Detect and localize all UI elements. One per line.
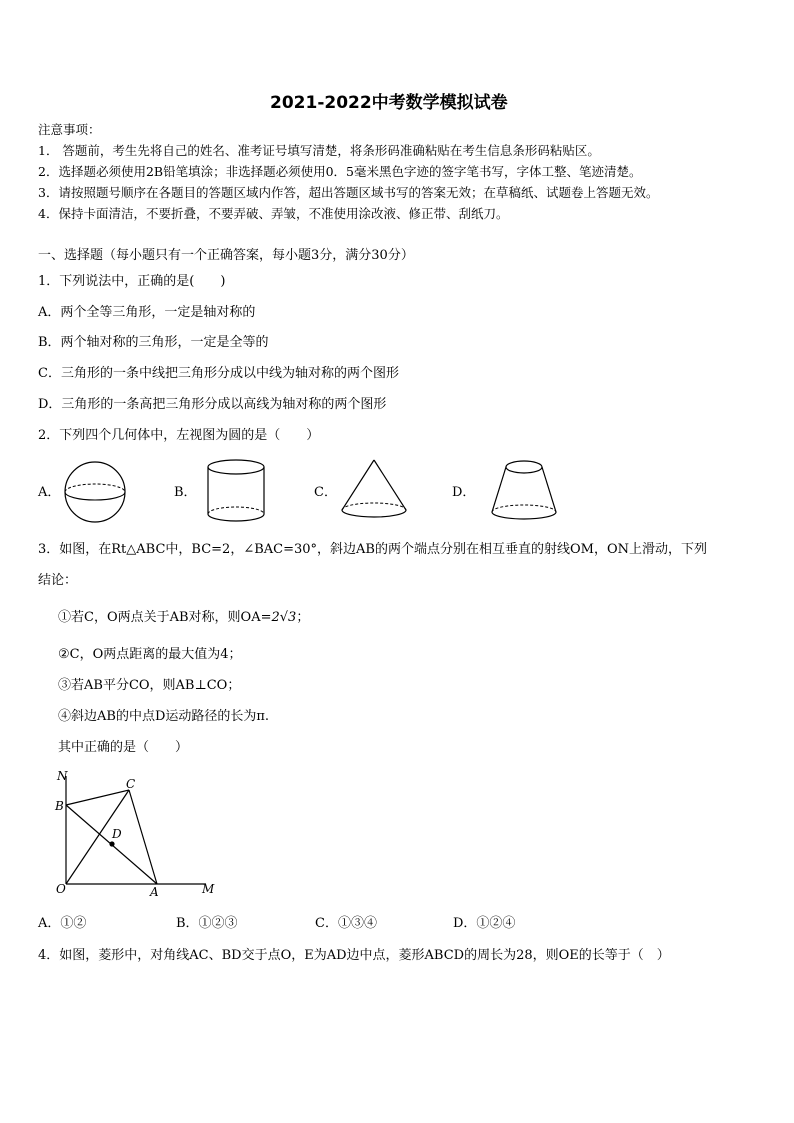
q3-geometry-figure xyxy=(50,766,230,902)
point-d xyxy=(109,841,114,846)
q3-stem-line2: 结论： xyxy=(38,573,78,588)
q3-c1-suffix: ； xyxy=(296,610,310,625)
frustum-figure xyxy=(488,458,560,524)
q3-option-a: A．①② xyxy=(38,916,87,931)
q3-option-c: C．①③④ xyxy=(315,916,377,931)
label-o: O xyxy=(56,882,66,896)
segment-bc xyxy=(66,790,129,805)
sphere-figure xyxy=(62,459,128,525)
q2-option-c-letter: C． xyxy=(314,485,337,500)
q3-c1-value: 2√3 xyxy=(271,610,297,625)
notice-item-1: 1． 答题前，考生先将自己的姓名、准考证号填写清楚，将条形码准确粘贴在考生信息条形码粘贴区。 xyxy=(38,143,600,158)
label-d: D xyxy=(112,827,122,841)
label-a: A xyxy=(150,885,159,899)
q1-option-a: A．两个全等三角形，一定是轴对称的 xyxy=(38,305,256,320)
q3-conclusion-1 xyxy=(58,610,309,626)
q1-option-d: D．三角形的一条高把三角形分成以高线为轴对称的两个图形 xyxy=(38,397,387,412)
page-title: 2021-2022中考数学模拟试卷 xyxy=(270,93,508,113)
notice-item-4: 4．保持卡面清洁，不要折叠，不要弄破、弄皱，不准使用涂改液、修正带、刮纸刀。 xyxy=(38,206,509,221)
cylinder-figure xyxy=(204,458,268,524)
q4-stem: 4．如图，菱形中，对角线AC、BD交于点O，E为AD边中点，菱形ABCD的周长为28，则OE的长等于（ ） xyxy=(38,948,670,963)
q3-conclusion-3: ③若AB平分CO，则AB⊥CO； xyxy=(58,678,241,693)
q2-stem: 2．下列四个几何体中，左视图为圆的是（ ） xyxy=(38,428,320,443)
q1-option-b: B．两个轴对称的三角形，一定是全等的 xyxy=(38,335,269,350)
label-n: N xyxy=(57,769,68,783)
notice-item-3: 3．请按照题号顺序在各题目的答题区域内作答，超出答题区域书写的答案无效；在草稿纸、试题卷上答题无效。 xyxy=(38,185,659,200)
cone-figure xyxy=(338,456,410,524)
q3-option-d: D．①②④ xyxy=(453,916,516,931)
q3-c1-prefix: ①若C，O两点关于AB对称，则OA= xyxy=(58,610,272,625)
q1-stem: 1．下列说法中，正确的是( ) xyxy=(38,274,226,289)
label-c: C xyxy=(126,777,136,791)
q3-option-b: B．①②③ xyxy=(176,916,238,931)
q3-conclusion-4: ④斜边AB的中点D运动路径的长为π. xyxy=(58,709,270,724)
notice-item-2: 2．选择题必须使用2B铅笔填涂；非选择题必须使用0．5毫米黑色字迹的签字笔书写，字体工整、笔迹清楚。 xyxy=(38,164,642,179)
q2-option-d-letter: D． xyxy=(452,485,476,500)
q3-stem-line1: 3．如图，在Rt△ABC中，BC=2，∠BAC=30°，斜边AB的两个端点分别在相互垂直的射线OM，ON上滑动，下列 xyxy=(38,542,707,557)
q2-option-b-letter: B． xyxy=(174,485,197,500)
label-b: B xyxy=(55,799,64,813)
q2-option-a-letter: A． xyxy=(38,485,61,500)
q3-ask: 其中正确的是（ ） xyxy=(58,740,189,755)
label-m: M xyxy=(202,882,215,896)
section-heading: 一、选择题（每小题只有一个正确答案，每小题3分，满分30分） xyxy=(38,248,414,263)
q3-conclusion-2: ②C，O两点距离的最大值为4； xyxy=(58,647,242,662)
q1-option-c: C．三角形的一条中线把三角形分成以中线为轴对称的两个图形 xyxy=(38,366,399,381)
notice-heading: 注意事项： xyxy=(38,122,101,137)
segment-ca xyxy=(129,790,157,884)
